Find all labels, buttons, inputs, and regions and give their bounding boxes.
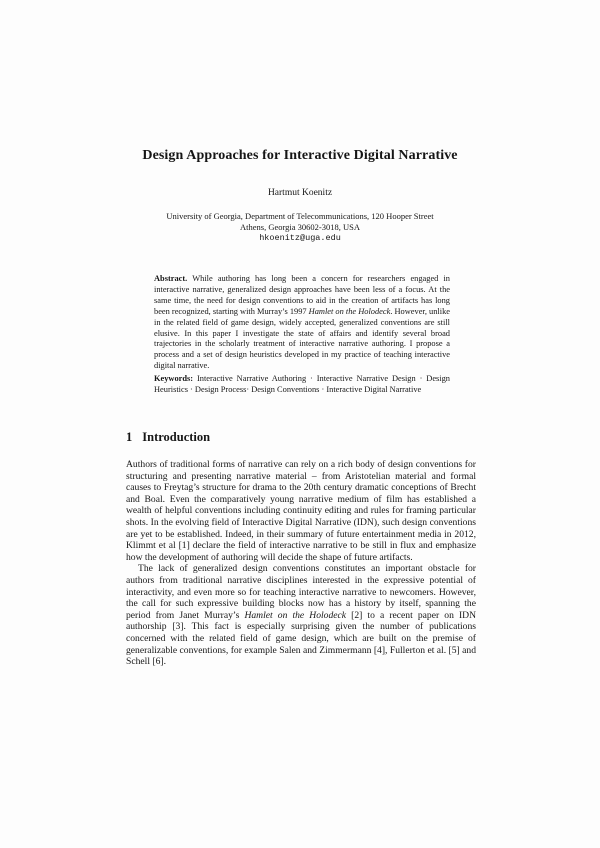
- section-number: 1: [126, 430, 133, 444]
- abstract-italic-title: Hamlet on the Holodeck: [308, 306, 391, 316]
- paper-title: Design Approaches for Interactive Digital Narrative: [142, 148, 458, 163]
- paragraph-2-text-2: [2] to a recent paper on IDN authorship [3]. This fact is especially surprising given the number of publications concerned with the related field of game design, which are built on the premise of generalizable conventions, for example Salen and Zimmermann [4], Fullerton et al. [5] and Schell [6].: [126, 609, 477, 668]
- keywords-label: Keywords:: [154, 374, 194, 383]
- paragraph-2-text-1: The lack of generalized design conventions constitutes an important obstacle for authors from traditional narrative disciplines interested in the expressive potential of interactivity, and even more so for teaching interactive narrative to newcomers. However, the call for such expressive building blocks now has a history by itself, spanning the period from Janet Murray’s: [126, 563, 476, 621]
- section-title: Introduction: [142, 430, 211, 444]
- abstract-text-1: While authoring has long been a concern for researchers engaged in interactive narrative, generalized design approaches have been less of a focus. At the same time, the need for design conventions to aid in the creation of artifacts has long been recognized, starting with Murray’s 1997: [154, 274, 450, 316]
- affiliation-line-2: Athens, Georgia 30602-3018, USA: [239, 222, 360, 232]
- paragraph-2: [126, 563, 476, 667]
- body-text: [126, 459, 476, 668]
- keywords-text: Interactive Narrative Authoring · Interactive Narrative Design · Design Heuristics · Design Process· Design Conventions · Interactive Digital Narrative: [154, 374, 450, 394]
- abstract-text-2: . However, unlike in the related field of game design, widely accepted, generalized conventions are still elusive. In this paper I investigate the state of affairs and identify several broad trajectories in the scholarly treatment of interactive narrative authoring. I propose a process and a set of design heuristics developed in my practice of teaching interactive digital narrative.: [154, 306, 450, 371]
- abstract-label: Abstract.: [154, 274, 188, 283]
- abstract: [154, 274, 450, 372]
- author-name: Hartmut Koenitz: [267, 188, 333, 198]
- keywords: [154, 374, 450, 396]
- author-email: hkoenitz@uga.edu: [259, 233, 341, 243]
- author-affiliation: [0, 211, 600, 244]
- affiliation-line-1: University of Georgia, Department of Telecommunications, 120 Hooper Street: [166, 211, 434, 221]
- paragraph-1: Authors of traditional forms of narrative can rely on a rich body of design conventions for structuring and presenting narrative material – from Aristotelian material and formal causes to Freytag’s structure for drama to the 20th century dramatic conceptions of Brecht and Boal. Even the comparatively young narrative medium of film has established a wealth of helpful conventions including continuity editing and rules for framing particular shots. In the evolving field of Interactive Digital Narrative (IDN), such design conventions are yet to be established. Indeed, in their summary of future entertainment media in 2012, Klimmt et al [1] declare the field of interactive narrative to be still in flux and emphasize how the development of authoring will decide the shape of future artifacts.: [126, 459, 476, 563]
- section-heading: [126, 430, 210, 445]
- paragraph-2-italic-title: Hamlet on the Holodeck: [244, 609, 347, 621]
